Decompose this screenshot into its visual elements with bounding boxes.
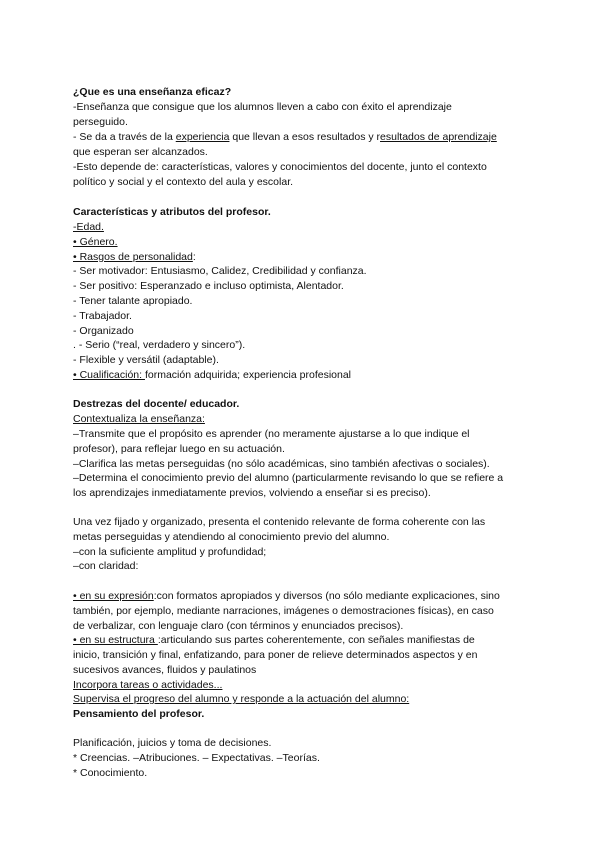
text-line: –con la suficiente amplitud y profundidad; [73, 546, 267, 558]
list-item: - Trabajador. [73, 310, 132, 322]
text-line: -Esto depende de: características, valores y conocimientos del docente, junto el contexto [73, 161, 487, 173]
text-line: que esperan ser alcanzados. [73, 146, 208, 158]
heading-caracteristicas: Características y atributos del profesor. [73, 206, 271, 218]
text-line: los aprendizajes inmediatamente previos, volviendo a enseñar si es preciso). [73, 487, 431, 499]
text-line: –con claridad: [73, 560, 139, 572]
list-item-cualificacion [73, 369, 351, 382]
text-span: :articulando sus partes coherentemente, con señales manifiestas de [157, 634, 475, 646]
text-line: Planificación, juicios y toma de decisiones. [73, 737, 272, 749]
text-line [73, 131, 497, 144]
list-item-genero: • Género. [73, 236, 118, 248]
text-span: que llevan a esos resultados y r [229, 131, 381, 143]
cualificacion-label: • Cualificación: [73, 369, 145, 381]
subheading-contextualiza: Contextualiza la enseñanza: [73, 413, 205, 425]
subheading-supervisa: Supervisa el progreso del alumno y responde a la actuación del alumno: [73, 693, 410, 705]
text-line: inicio, transición y final, enfatizando, para poner de relieve determinados aspectos y en [73, 649, 478, 661]
link-experiencia[interactable]: experiencia [175, 131, 230, 143]
text-line-expresion [73, 590, 500, 603]
text-line: –Transmite que el propósito es aprender (no meramente ajustarse a lo que indique el [73, 428, 470, 440]
text-line: sucesivos avances, fluidos y paulatinos [73, 664, 257, 676]
heading-destrezas: Destrezas del docente/ educador. [73, 398, 240, 410]
text-line: Una vez fijado y organizado, presenta el contenido relevante de forma coherente con las [73, 516, 486, 528]
text-line: –Clarifica las metas perseguidas (no sólo académicas, sino también afectivas o sociales). [73, 458, 490, 470]
text-span: - Se da a través de la [73, 131, 176, 143]
text-line: * Conocimiento. [73, 767, 148, 779]
text-line: -Enseñanza que consigue que los alumnos lleven a cabo con éxito el aprendizaje [73, 101, 452, 113]
text-span: :con formatos apropiados y diversos (no sólo mediante explicaciones, sino [153, 590, 500, 602]
list-item-rasgos [73, 251, 196, 264]
estructura-label: • en su estructura [73, 634, 158, 646]
text-line: * Creencias. –Atribuciones. – Expectativas. –Teorías. [73, 752, 320, 764]
list-item-edad: -Edad. [73, 221, 104, 233]
text-line: –Determina el conocimiento previo del alumno (particularmente revisando lo que se refiere a [73, 472, 504, 484]
text-line: de verbalizar, con lenguaje claro (con términos y enunciados precisos). [73, 620, 404, 632]
text-span: formación adquirida; experiencia profesional [144, 369, 352, 381]
text-line: metas perseguidas y atendiendo al conocimiento previo del alumno. [73, 531, 390, 543]
list-item: - Ser positivo: Esperanzado e incluso optimista, Alentador. [73, 280, 344, 292]
list-item: - Flexible y versátil (adaptable). [73, 354, 219, 366]
text-line: profesor), para reflejar luego en su actuación. [73, 443, 285, 455]
link-resultados-aprendizaje[interactable]: esultados de aprendizaje [380, 131, 497, 143]
text-line: político y social y el contexto del aula y escolar. [73, 176, 294, 188]
heading-ensenanza-eficaz: ¿Que es una enseñanza eficaz? [73, 86, 232, 98]
list-item: . - Serio (“real, verdadero y sincero”). [73, 339, 246, 351]
list-item: - Tener talante apropiado. [73, 295, 193, 307]
list-item: - Ser motivador: Entusiasmo, Calidez, Credibilidad y confianza. [73, 265, 367, 277]
rasgos-label: • Rasgos de personalidad [73, 251, 193, 263]
text-line: perseguido. [73, 116, 128, 128]
text-span: : [192, 251, 196, 263]
subheading-incorpora: Incorpora tareas o actividades... [73, 679, 223, 691]
text-line: también, por ejemplo, mediante narraciones, imágenes o demostraciones físicas), en caso [73, 605, 494, 617]
heading-pensamiento: Pensamiento del profesor. [73, 708, 205, 720]
list-item: - Organizado [73, 325, 134, 337]
text-line-estructura [73, 634, 475, 647]
expresion-label: • en su expresión [73, 590, 154, 602]
